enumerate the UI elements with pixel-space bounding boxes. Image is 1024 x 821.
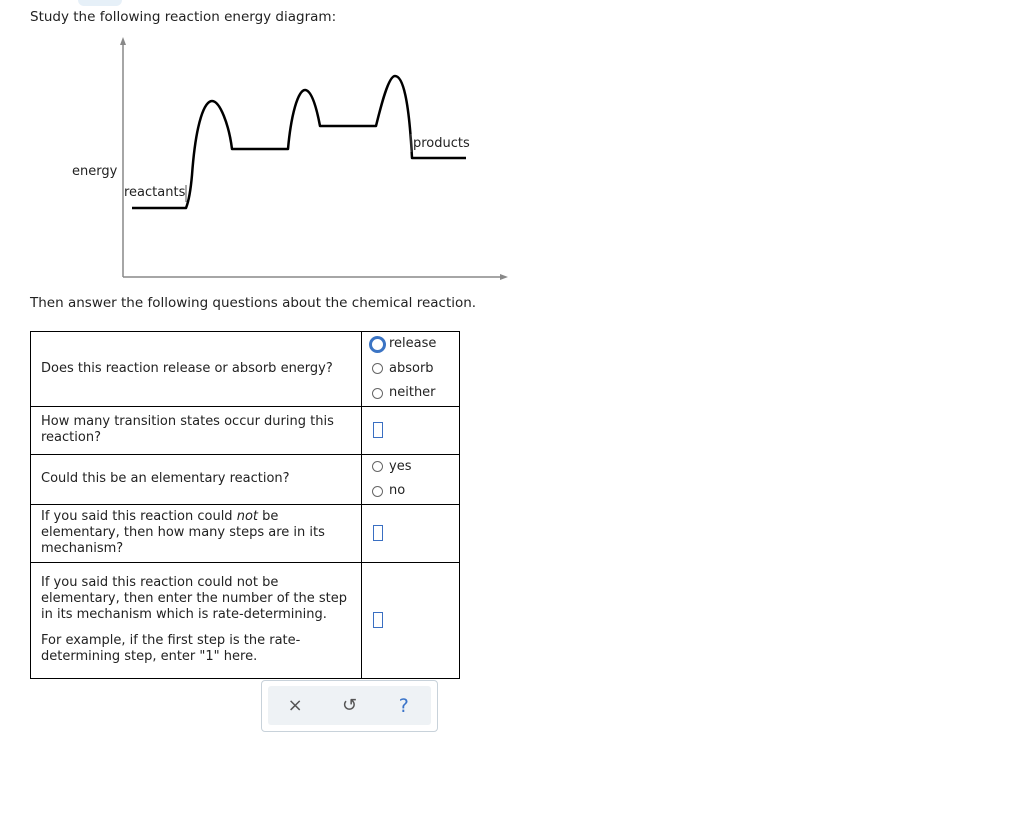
y-axis-arrow — [120, 37, 126, 45]
question-cell — [31, 332, 362, 407]
energy-diagram — [0, 0, 520, 290]
radio-button[interactable] — [372, 486, 383, 497]
option-yes[interactable]: yes — [362, 455, 459, 480]
products-label: products — [413, 136, 470, 151]
question-2-text: How many transition states occur during this reaction? — [41, 414, 334, 445]
question-row-5 — [31, 562, 460, 678]
clear-button[interactable] — [280, 691, 310, 721]
question-4-text: If you said this reaction could not be elementary, then how many steps are in its mechanism? — [41, 509, 325, 556]
answer-toolbar — [261, 680, 438, 732]
close-icon: × — [287, 695, 303, 716]
help-icon: ? — [398, 694, 409, 717]
radio-button[interactable] — [372, 388, 383, 399]
help-button[interactable] — [389, 691, 419, 721]
undo-icon: ↺ — [341, 695, 358, 716]
option-no[interactable]: no — [362, 479, 459, 504]
answer-cell — [362, 332, 460, 407]
question-5-example: For example, if the first step is the rate-determining step, enter "1" here. — [41, 633, 301, 664]
option-absorb[interactable]: absorb — [362, 357, 459, 382]
x-axis-arrow — [500, 274, 508, 280]
instructions-text: Then answer the following questions about the chemical reaction. — [30, 295, 477, 311]
question-row-1 — [31, 332, 460, 407]
option-neither[interactable]: neither — [362, 381, 459, 406]
radio-button-selected[interactable] — [369, 336, 386, 353]
question-row-4 — [31, 504, 460, 562]
question-1-text: Does this reaction release or absorb energy? — [41, 360, 333, 376]
transition-states-input[interactable] — [373, 422, 383, 438]
option-release[interactable]: release — [362, 332, 459, 357]
intro-text: Study the following reaction energy diagram: — [30, 9, 337, 25]
rate-determining-step-input[interactable] — [373, 612, 383, 628]
question-5-text: If you said this reaction could not be elementary, then enter the number of the step in its mechanism which is rate-determining. — [41, 575, 347, 622]
radio-button[interactable] — [372, 461, 383, 472]
question-row-2 — [31, 406, 460, 454]
reactants-label: reactants — [124, 185, 186, 200]
question-row-3 — [31, 454, 460, 504]
question-table — [30, 331, 460, 679]
energy-axis-label: energy — [72, 164, 118, 179]
radio-button[interactable] — [372, 363, 383, 374]
mechanism-steps-input[interactable] — [373, 525, 383, 541]
undo-button[interactable] — [334, 691, 364, 721]
question-3-text: Could this be an elementary reaction? — [41, 471, 290, 486]
